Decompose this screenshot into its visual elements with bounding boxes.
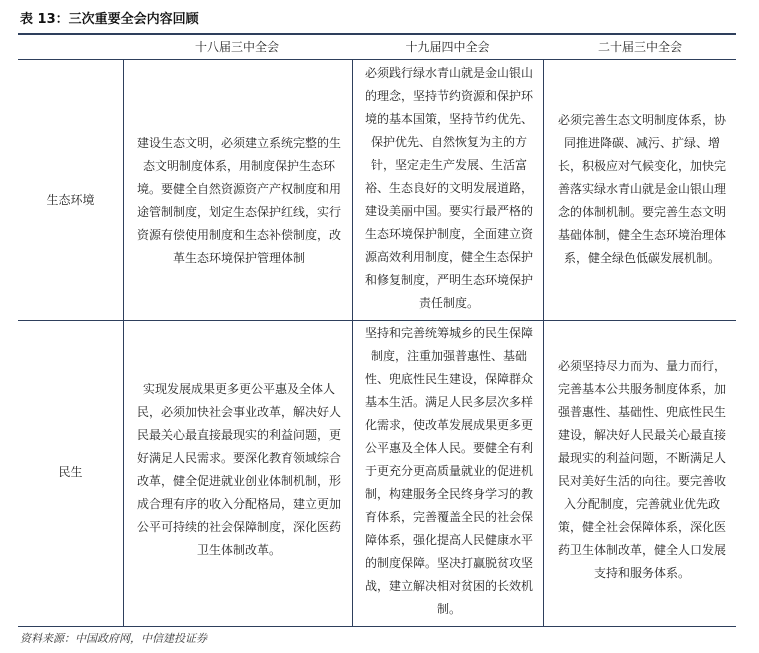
table-top-rule xyxy=(18,33,736,35)
cell-ecology-19-4: 必须践行绿水青山就是金山银山的理念，坚持节约资源和保护环境的基本国策，坚持节约优先、保护优先、自然恢复为主的方针，坚定走生产发展、生活富裕、生态良好的文明发展道路，建设美丽中国。要实行最严格的生态环境保护制度，全面建立资源高效利用制度，健全生态保护和修复制度，严明生态环境保护责任制度。 xyxy=(364,66,533,310)
source-note: 资料来源：中国政府网，中信建投证券 xyxy=(20,632,207,645)
cell-ecology-20-3: 必须完善生态文明制度体系，协同推进降碳、减污、扩绿、增长，积极应对气候变化，加快完善落实绿水青山就是金山银山理念的体制机制。要完善生态文明基础体制，健全生态环境治理体系，健全绿色低碳发展机制。 xyxy=(557,113,726,265)
row-label-livelihood: 民生 xyxy=(58,465,83,479)
cell-ecology-18-3: 建设生态文明，必须建立系统完整的生态文明制度体系，用制度保护生态环境。要健全自然资源资产产权制度和用途管制制度，划定生态保护红线，实行资源有偿使用制度和生态补偿制度，改革生态环境保护管理体制 xyxy=(136,136,341,265)
cell-livelihood-20-3: 必须坚持尽力而为、量力而行，完善基本公共服务制度体系，加强普惠性、基础性、兜底性民生建设，解决好人民最关心最直接最现实的利益问题，不断满足人民对美好生活的向往。要完善收入分配制度，完善就业优先政策，健全社会保障体系，深化医药卫生体制改革，健全人口发展支持和服务体系。 xyxy=(557,359,726,580)
row-separator xyxy=(18,320,736,321)
row-label-ecology: 生态环境 xyxy=(46,193,95,207)
cell-livelihood-18-3: 实现发展成果更多更公平惠及全体人民，必须加快社会事业改革，解决好人民最关心最直接最现实的利益问题，更好满足人民需求。要深化教育领域综合改革，健全促进就业创业体制机制，形成合理有序的收入分配格局，建立更加公平可持续的社会保障制度，深化医药卫生体制改革。 xyxy=(136,382,341,557)
cell-livelihood-19-4: 坚持和完善统筹城乡的民生保障制度，注重加强普惠性、基础性、兜底性民生建设，保障群众基本生活。满足人民多层次多样化需求，使改革发展成果更多更公平惠及全体人民。要健全有利于更充分更高质量就业的促进机制，构建服务全民终身学习的教育体系，完善覆盖全民的社会保障体系，强化提高人民健康水平的制度保障。坚决打赢脱贫攻坚战，建立解决相对贫困的长效机制。 xyxy=(364,326,533,616)
grid-line-v2 xyxy=(352,60,353,626)
table-header-rule xyxy=(18,59,736,60)
grid-line-v3 xyxy=(543,60,544,626)
column-header-18-3: 十八届三中全会 xyxy=(194,40,279,54)
grid-line-v1 xyxy=(123,60,124,626)
table-title: 表 13：三次重要全会内容回顾 xyxy=(20,12,199,27)
column-header-20-3: 二十届三中全会 xyxy=(597,40,682,54)
table-bottom-rule xyxy=(18,626,736,627)
table-header-row xyxy=(18,36,736,58)
column-header-19-4: 十九届四中全会 xyxy=(405,40,490,54)
